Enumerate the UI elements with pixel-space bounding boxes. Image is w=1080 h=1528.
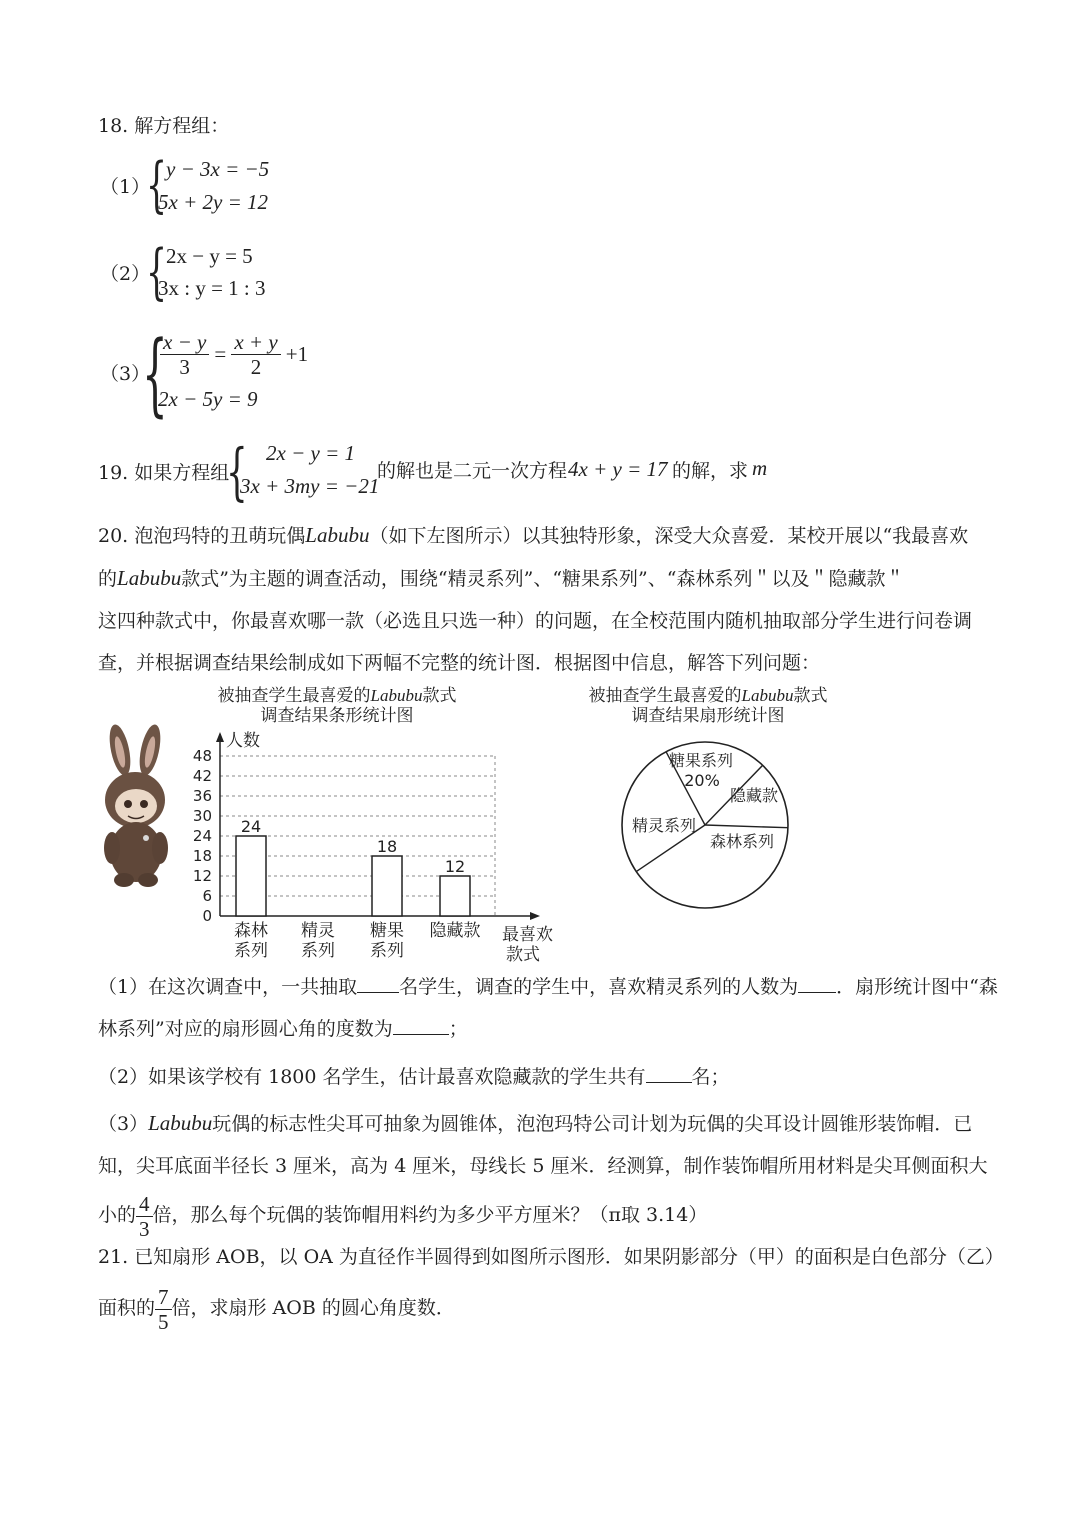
q20-sub3: （3）Labubu玩偶的标志性尖耳可抽象为圆锥体，泡泡玛特公司计划为玩偶的尖耳设计圆锥形装饰帽．已 — [98, 1111, 973, 1135]
q19-eq2: 3x + 3my = −21 — [240, 474, 380, 498]
x-tick-label: 森林系列 — [234, 921, 268, 961]
y-axis-label: 人数 — [226, 731, 260, 751]
q20-line2: 的Labubu款式”为主题的调查活动，围绕“精灵系列”、“糖果系列”、“森林系列＂以及＂隐藏款＂ — [98, 566, 905, 590]
y-tick-label: 0 — [202, 907, 212, 925]
q19-eq3: 4x + y = 17 — [568, 457, 668, 481]
q21-line1: 21. 已知扇形 AOB，以 OA 为直径作半圆得到如图所示图形．如果阴影部分（甲）的面积是白色部分（乙） — [98, 1246, 1004, 1268]
q20-sub2: （2）如果该学校有 1800 名学生，估计最喜欢隐藏款的学生共有 名； — [98, 1066, 730, 1088]
labubu-doll-image — [98, 720, 178, 890]
y-axis-arrow-icon — [216, 732, 224, 742]
q19-prefix: 19. 如果方程组 — [98, 462, 230, 484]
y-tick-label: 18 — [192, 847, 212, 865]
fraction: $\frac{4}{3}$ — [136, 1192, 153, 1241]
left-brace-icon: { — [146, 150, 168, 220]
data-label: 24 — [240, 817, 262, 836]
q18-part3-eq1: $\frac{x - y}{3}$ = $\frac{x + y}{2}$ +1 — [160, 330, 308, 379]
left-brace-icon: { — [142, 322, 168, 427]
pie-chart-title: 被抽查学生最喜爱的Labubu款式 调查结果扇形统计图 — [588, 686, 828, 726]
q20-sub3-line3: 小的 $\frac{4}{3}$ 倍，那么每个玩偶的装饰帽用料约为多少平方厘米？（π取 3.14） — [98, 1191, 708, 1241]
y-tick-label: 6 — [202, 887, 212, 905]
left-brace-icon: { — [226, 435, 248, 508]
q18-title: 18. 解方程组： — [98, 115, 230, 137]
q20-sub3-line2: 知，尖耳底面半径长 3 厘米，高为 4 厘米，母线长 5 厘米．经测算，制作装饰帽所用材料是尖耳侧面积大 — [98, 1155, 988, 1177]
answer-blank[interactable] — [646, 1064, 692, 1083]
y-tick-label: 12 — [192, 867, 212, 885]
pie-slice-label: 森林系列 — [709, 832, 775, 851]
data-label: 18 — [376, 837, 398, 856]
q18-part3-eq2: 2x − 5y = 9 — [158, 387, 258, 411]
x-tick-label: 隐藏款 — [429, 921, 481, 941]
bar-chart-title: 被抽查学生最喜爱的Labubu款式 调查结果条形统计图 — [217, 686, 457, 726]
y-tick-label: 30 — [192, 807, 212, 825]
q18-part2-label: （2） — [100, 263, 151, 285]
pie-slice-label: 糖果系列 — [668, 751, 734, 770]
q20-line4: 查，并根据调查结果绘制成如下两幅不完整的统计图．根据图中信息，解答下列问题： — [98, 652, 821, 674]
data-label: 12 — [444, 857, 466, 876]
q20-intro — [98, 514, 998, 684]
bar-chart — [180, 726, 580, 976]
pie-percent-label: 20% — [684, 771, 720, 790]
q18-part2-eq2: 3x : y = 1 : 3 — [158, 276, 266, 300]
x-axis-label: 最喜欢款式 — [502, 925, 553, 965]
q18-part3-label: （3） — [100, 363, 151, 385]
pie-slice-label: 隐藏款 — [729, 786, 779, 805]
q21 — [98, 1236, 1004, 1338]
q19-suffix: 的解，求 — [672, 460, 749, 482]
q19-mid: 的解也是二元一次方程 — [377, 460, 568, 482]
fraction: $\frac{x + y}{2}$ — [231, 330, 280, 379]
answer-blank[interactable] — [357, 974, 399, 993]
pie-chart — [610, 735, 800, 915]
bar — [236, 836, 266, 916]
bar — [372, 856, 402, 916]
q20-subquestions — [98, 966, 998, 1243]
y-tick-label: 42 — [192, 767, 212, 785]
x-tick-label: 糖果系列 — [370, 921, 404, 961]
fraction: $\frac{7}{5}$ — [155, 1285, 172, 1334]
x-axis-arrow-icon — [530, 912, 540, 920]
left-brace-icon: { — [146, 237, 168, 307]
q18-part1-label: （1） — [100, 176, 151, 198]
q20-sub1-cont: 林系列”对应的扇形圆心角的度数为 ； — [98, 1018, 468, 1040]
y-tick-label: 24 — [192, 827, 212, 845]
q18-part1-eq2: 5x + 2y = 12 — [158, 190, 268, 214]
fraction: $\frac{x - y}{3}$ — [160, 330, 209, 379]
y-tick-label: 36 — [192, 787, 212, 805]
y-tick-label: 48 — [192, 747, 212, 765]
q19-eq1: 2x − y = 1 — [266, 441, 355, 465]
q18-part2-eq1: 2x − y = 5 — [166, 244, 253, 268]
q18-part1-eq1: y − 3x = −5 — [166, 157, 270, 181]
q20-line3: 这四种款式中，你最喜欢哪一款（必选且只选一种）的问题，在全校范围内随机抽取部分学生进行问卷调 — [98, 610, 973, 632]
q19-var: m — [752, 456, 768, 480]
answer-blank[interactable] — [393, 1016, 449, 1035]
q20-sub1: （1）在这次调查中，一共抽取 名学生，调查的学生中，喜欢精灵系列的人数为 ．扇形统计图中“森 — [98, 976, 998, 998]
q20-line1: 20. 泡泡玛特的丑萌玩偶Labubu（如下左图所示）以其独特形象，深受大众喜爱．某校开展以“我最喜欢 — [98, 523, 969, 547]
bar — [440, 876, 470, 916]
x-tick-label: 精灵系列 — [301, 921, 335, 961]
answer-blank[interactable] — [798, 974, 836, 993]
q21-line2: 面积的 $\frac{7}{5}$ 倍，求扇形 AOB 的圆心角度数． — [98, 1284, 455, 1334]
pie-slice-label: 精灵系列 — [631, 816, 697, 835]
